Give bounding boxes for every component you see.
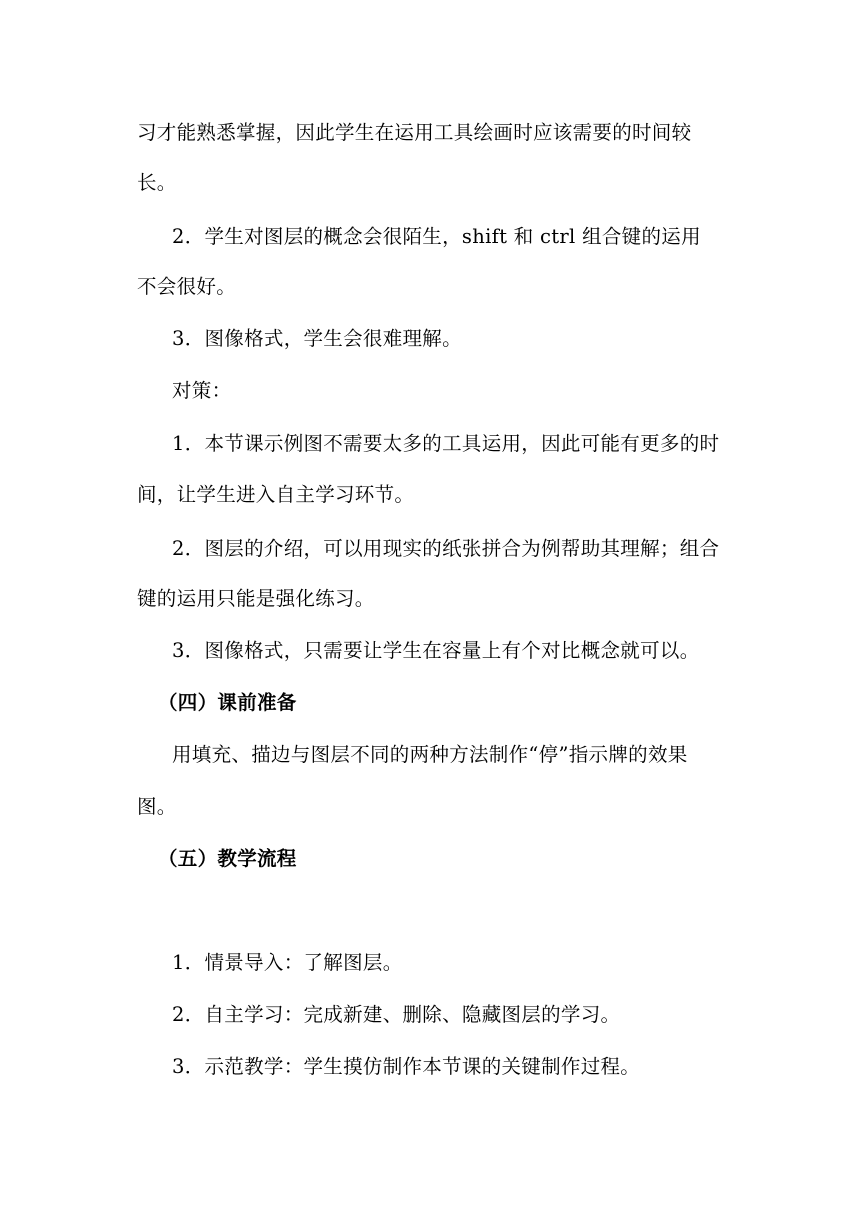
paragraph-line: 3．图像格式，学生会很难理解。 <box>172 327 462 350</box>
list-item: 3．示范教学：学生摸仿制作本节课的关键制作过程。 <box>172 1055 641 1078</box>
paragraph-line: 图。 <box>137 795 177 818</box>
paragraph-line: 用填充、描边与图层不同的两种方法制作“停”指示牌的效果 <box>172 743 688 766</box>
paragraph-line: 长。 <box>137 171 177 194</box>
section-heading: （四）课前准备 <box>158 691 297 714</box>
paragraph-line: 不会很好。 <box>137 275 237 298</box>
paragraph-line: 2．图层的介绍，可以用现实的纸张拼合为例帮助其理解；组合 <box>172 537 720 560</box>
paragraph-line: 键的运用只能是强化练习。 <box>137 587 375 610</box>
list-item: 1．情景导入：了解图层。 <box>172 951 403 974</box>
section-heading: （五）教学流程 <box>158 847 297 870</box>
paragraph-line: 3．图像格式，只需要让学生在容量上有个对比概念就可以。 <box>172 639 700 662</box>
paragraph-line: 间，让学生进入自主学习环节。 <box>137 483 415 506</box>
paragraph-line: 习才能熟悉掌握，因此学生在运用工具绘画时应该需要的时间较 <box>137 121 692 144</box>
list-item: 2．自主学习：完成新建、删除、隐藏图层的学习。 <box>172 1003 621 1026</box>
paragraph-line: 2．学生对图层的概念会很陌生，shift 和 ctrl 组合键的运用 <box>172 225 701 248</box>
paragraph-line: 1．本节课示例图不需要太多的工具运用，因此可能有更多的时 <box>172 432 720 455</box>
section-label: 对策： <box>172 379 232 402</box>
